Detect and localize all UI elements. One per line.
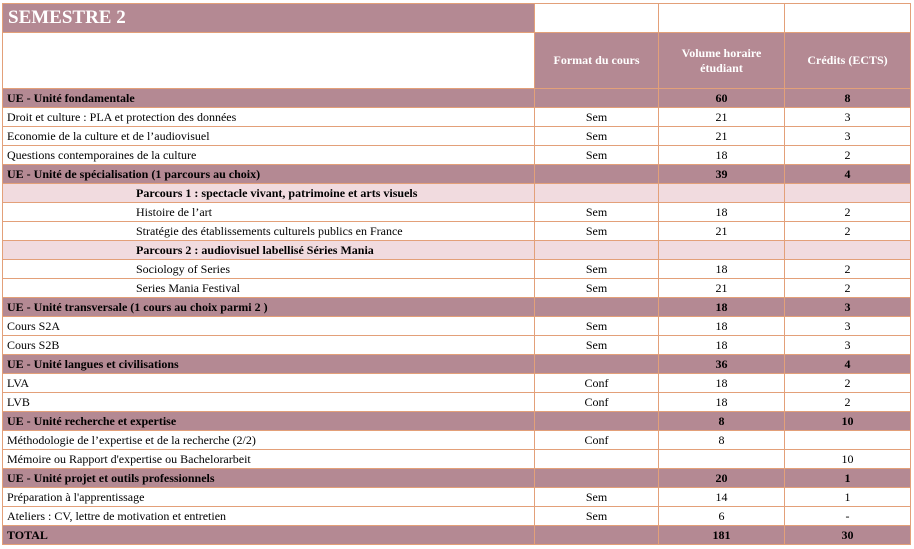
row-volume: 39 xyxy=(659,165,785,184)
row-format: Sem xyxy=(535,336,659,355)
course-row xyxy=(3,279,911,298)
parcours-row xyxy=(3,184,911,203)
row-format xyxy=(535,412,659,431)
semester-table xyxy=(2,3,911,545)
course-row xyxy=(3,108,911,127)
row-format: Conf xyxy=(535,431,659,450)
row-volume: 8 xyxy=(659,412,785,431)
header-row xyxy=(3,33,911,89)
row-format xyxy=(535,165,659,184)
title-row xyxy=(3,4,911,33)
row-format xyxy=(535,355,659,374)
row-label: UE - Unité projet et outils professionnels xyxy=(3,469,535,488)
ue-row xyxy=(3,412,911,431)
row-credits: 2 xyxy=(785,393,911,412)
empty-cell xyxy=(659,4,785,33)
row-credits: 10 xyxy=(785,412,911,431)
row-format: Conf xyxy=(535,393,659,412)
row-format: Sem xyxy=(535,146,659,165)
row-label: Droit et culture : PLA et protection des données xyxy=(3,108,535,127)
row-volume: 14 xyxy=(659,488,785,507)
ue-row xyxy=(3,469,911,488)
row-label: Cours S2A xyxy=(3,317,535,336)
row-credits: 10 xyxy=(785,450,911,469)
row-credits: 1 xyxy=(785,488,911,507)
row-label: Cours S2B xyxy=(3,336,535,355)
row-format: Sem xyxy=(535,507,659,526)
row-label: Préparation à l'apprentissage xyxy=(3,488,535,507)
row-credits: 30 xyxy=(785,526,911,545)
row-credits: 3 xyxy=(785,108,911,127)
row-format: Sem xyxy=(535,108,659,127)
course-row xyxy=(3,203,911,222)
row-volume xyxy=(659,241,785,260)
row-credits: 3 xyxy=(785,298,911,317)
row-label: UE - Unité transversale (1 cours au choix parmi 2 ) xyxy=(3,298,535,317)
row-format: Sem xyxy=(535,279,659,298)
row-label: Sociology of Series xyxy=(3,260,535,279)
row-credits: 2 xyxy=(785,203,911,222)
row-format xyxy=(535,526,659,545)
header-volume: Volume horaire étudiant xyxy=(659,33,785,89)
course-row xyxy=(3,260,911,279)
row-format: Sem xyxy=(535,222,659,241)
ue-row xyxy=(3,355,911,374)
row-format: Sem xyxy=(535,488,659,507)
row-format xyxy=(535,184,659,203)
row-credits: 2 xyxy=(785,222,911,241)
row-credits: 4 xyxy=(785,355,911,374)
header-credits: Crédits (ECTS) xyxy=(785,33,911,89)
row-credits: 2 xyxy=(785,146,911,165)
row-format: Conf xyxy=(535,374,659,393)
row-format: Sem xyxy=(535,260,659,279)
row-credits: 3 xyxy=(785,317,911,336)
row-volume: 21 xyxy=(659,222,785,241)
row-volume: 18 xyxy=(659,374,785,393)
course-row xyxy=(3,374,911,393)
row-format: Sem xyxy=(535,203,659,222)
row-volume: 8 xyxy=(659,431,785,450)
course-row xyxy=(3,127,911,146)
empty-cell xyxy=(785,4,911,33)
row-credits: 2 xyxy=(785,260,911,279)
empty-cell xyxy=(535,4,659,33)
row-label: Ateliers : CV, lettre de motivation et entretien xyxy=(3,507,535,526)
row-label: UE - Unité de spécialisation (1 parcours au choix) xyxy=(3,165,535,184)
row-format xyxy=(535,450,659,469)
row-credits: 2 xyxy=(785,279,911,298)
empty-header-cell xyxy=(3,33,535,89)
course-row xyxy=(3,317,911,336)
row-format xyxy=(535,469,659,488)
row-volume: 18 xyxy=(659,146,785,165)
row-volume: 36 xyxy=(659,355,785,374)
row-volume: 6 xyxy=(659,507,785,526)
ue-row xyxy=(3,165,911,184)
row-format: Sem xyxy=(535,127,659,146)
row-volume: 18 xyxy=(659,260,785,279)
row-credits: 3 xyxy=(785,127,911,146)
row-format xyxy=(535,298,659,317)
row-volume: 21 xyxy=(659,127,785,146)
row-label: LVB xyxy=(3,393,535,412)
row-label: UE - Unité langues et civilisations xyxy=(3,355,535,374)
row-credits xyxy=(785,241,911,260)
row-credits: 4 xyxy=(785,165,911,184)
row-credits: - xyxy=(785,507,911,526)
row-credits: 3 xyxy=(785,336,911,355)
row-format xyxy=(535,89,659,108)
course-row xyxy=(3,222,911,241)
row-label: Economie de la culture et de l’audiovisuel xyxy=(3,127,535,146)
course-row xyxy=(3,431,911,450)
row-label: Méthodologie de l’expertise et de la recherche (2/2) xyxy=(3,431,535,450)
course-row xyxy=(3,507,911,526)
ue-row xyxy=(3,89,911,108)
ue-row xyxy=(3,526,911,545)
row-volume: 21 xyxy=(659,279,785,298)
row-volume: 18 xyxy=(659,393,785,412)
row-volume: 21 xyxy=(659,108,785,127)
semester-title: SEMESTRE 2 xyxy=(3,4,535,33)
row-label: Series Mania Festival xyxy=(3,279,535,298)
row-credits: 1 xyxy=(785,469,911,488)
row-volume: 18 xyxy=(659,317,785,336)
course-row xyxy=(3,336,911,355)
row-format: Sem xyxy=(535,317,659,336)
row-credits xyxy=(785,431,911,450)
row-label: LVA xyxy=(3,374,535,393)
ue-row xyxy=(3,298,911,317)
course-row xyxy=(3,450,911,469)
course-row xyxy=(3,488,911,507)
row-credits: 2 xyxy=(785,374,911,393)
row-label: UE - Unité fondamentale xyxy=(3,89,535,108)
row-label: Parcours 2 : audiovisuel labellisé Séries Mania xyxy=(3,241,535,260)
row-volume: 18 xyxy=(659,203,785,222)
course-row xyxy=(3,146,911,165)
row-label: Stratégie des établissements culturels publics en France xyxy=(3,222,535,241)
row-volume: 18 xyxy=(659,298,785,317)
row-credits: 8 xyxy=(785,89,911,108)
row-volume: 60 xyxy=(659,89,785,108)
row-volume: 181 xyxy=(659,526,785,545)
row-credits xyxy=(785,184,911,203)
row-label: Questions contemporaines de la culture xyxy=(3,146,535,165)
header-format: Format du cours xyxy=(535,33,659,89)
row-volume: 20 xyxy=(659,469,785,488)
course-row xyxy=(3,393,911,412)
row-label: Histoire de l’art xyxy=(3,203,535,222)
row-label: Mémoire ou Rapport d'expertise ou Bachelorarbeit xyxy=(3,450,535,469)
row-volume xyxy=(659,450,785,469)
row-label: UE - Unité recherche et expertise xyxy=(3,412,535,431)
row-label: Parcours 1 : spectacle vivant, patrimoine et arts visuels xyxy=(3,184,535,203)
row-volume xyxy=(659,184,785,203)
row-label: TOTAL xyxy=(3,526,535,545)
row-volume: 18 xyxy=(659,336,785,355)
parcours-row xyxy=(3,241,911,260)
row-format xyxy=(535,241,659,260)
